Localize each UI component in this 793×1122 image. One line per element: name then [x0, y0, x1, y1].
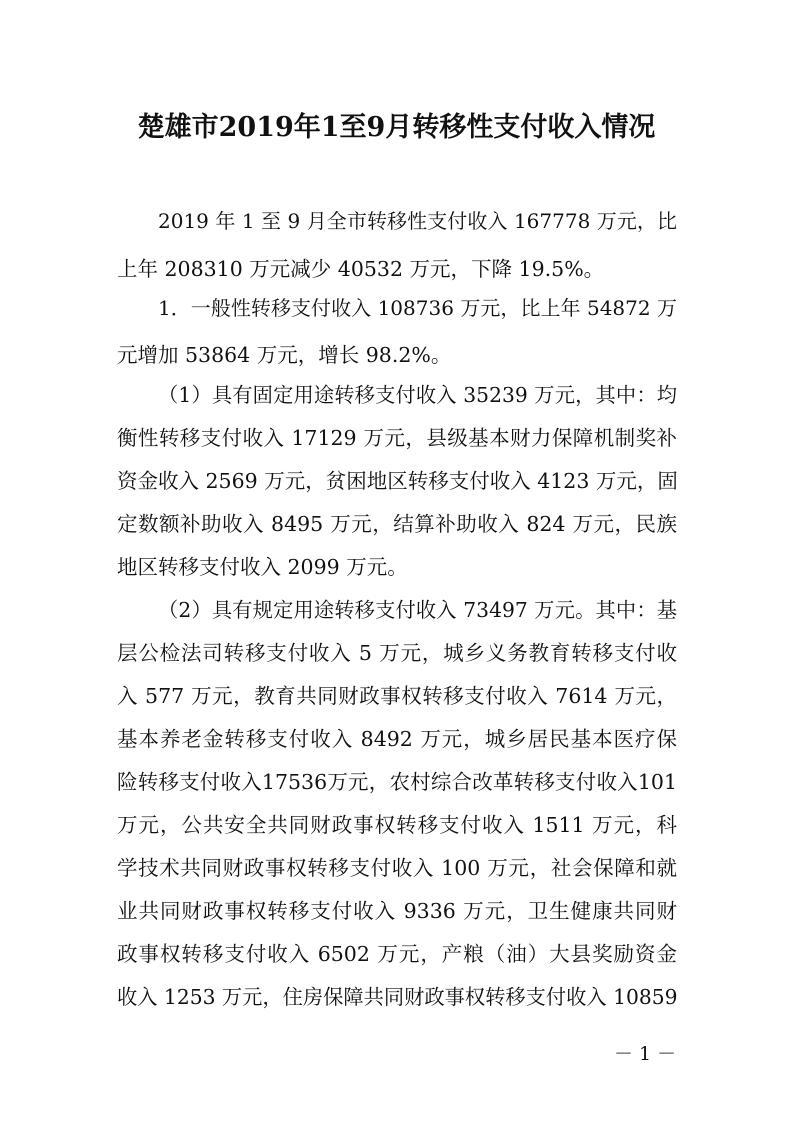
paragraph-line: 地区转移支付收入 2099 万元。: [117, 555, 408, 579]
paragraph-line: 基本养老金转移支付收入 8492 万元，城乡居民基本医疗保: [117, 727, 677, 751]
paragraph-line: 险转移支付收入17536万元，农村综合改革转移支付收入101: [117, 770, 677, 794]
paragraph-line: 业共同财政事权转移支付收入 9336 万元，卫生健康共同财: [117, 899, 677, 923]
paragraph-line: 收入 1253 万元，住房保障共同财政事权转移支付收入 10859: [117, 985, 678, 1009]
page-number: － 1 －: [614, 1043, 677, 1065]
paragraph-line: 1．一般性转移支付收入 108736 万元，比上年 54872 万: [158, 296, 677, 320]
paragraph-line: 衡性转移支付收入 17129 万元，县级基本财力保障机制奖补: [117, 426, 677, 450]
paragraph-line: （2）具有规定用途转移支付收入 73497 万元。其中：基: [158, 598, 677, 622]
paragraph-line: 2019 年 1 至 9 月全市转移性支付收入 167778 万元，比: [158, 209, 677, 233]
paragraph-line: 学技术共同财政事权转移支付收入 100 万元，社会保障和就: [117, 856, 677, 880]
paragraph-line: 元增加 53864 万元，增长 98.2%。: [117, 343, 452, 367]
paragraph-line: （1）具有固定用途转移支付收入 35239 万元，其中：均: [158, 383, 677, 407]
paragraph-line: 万元，公共安全共同财政事权转移支付收入 1511 万元，科: [117, 813, 677, 837]
paragraph-line: 政事权转移支付收入 6502 万元，产粮（油）大县奖励资金: [117, 942, 677, 966]
paragraph-line: 资金收入 2569 万元，贫困地区转移支付收入 4123 万元，固: [117, 469, 678, 493]
document-title: 楚雄市2019年1至9月转移性支付收入情况: [137, 112, 656, 143]
paragraph-line: 定数额补助收入 8495 万元，结算补助收入 824 万元，民族: [117, 512, 677, 536]
paragraph-line: 上年 208310 万元减少 40532 万元，下降 19.5%。: [117, 257, 605, 281]
paragraph-line: 入 577 万元，教育共同财政事权转移支付收入 7614 万元，: [117, 684, 677, 708]
paragraph-line: 层公检法司转移支付收入 5 万元，城乡义务教育转移支付收: [117, 641, 677, 665]
